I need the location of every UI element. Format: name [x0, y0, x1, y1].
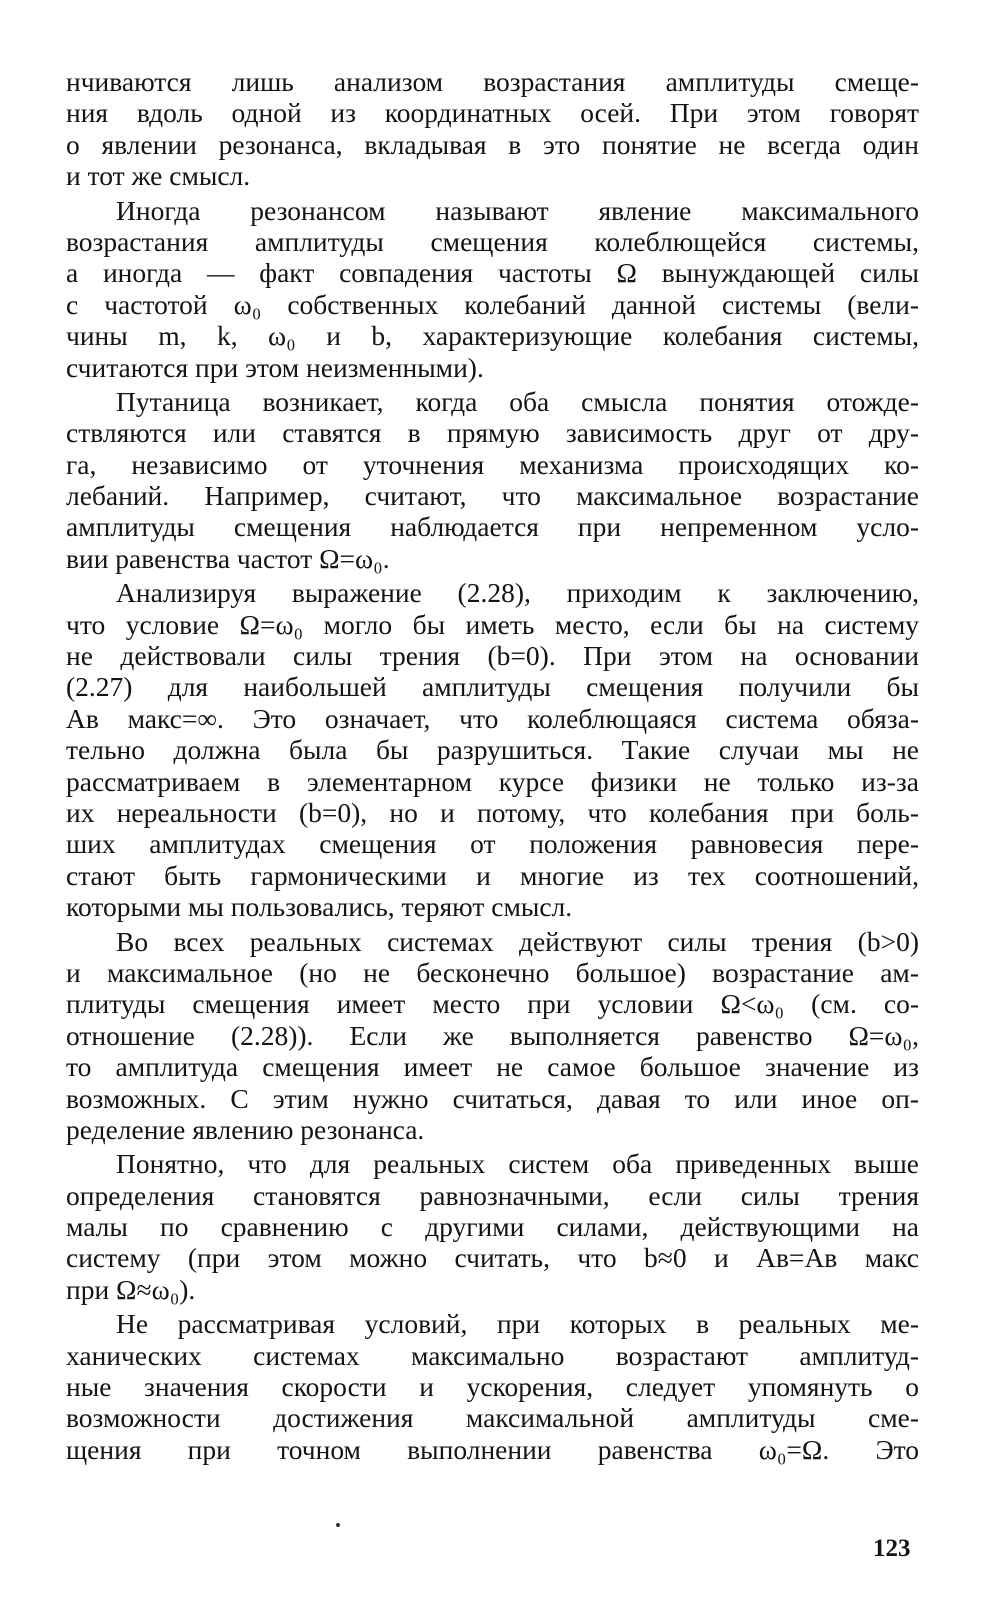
text-line: га, независимо от уточнения механизма происходящих ко- — [66, 448, 919, 480]
text-line: рассматриваем в элементарном курсе физики не только из-за — [66, 765, 919, 797]
text-line: Aв макс=∞. Это означает, что колеблющаяся система обяза- — [66, 702, 919, 734]
text-line: возможности достижения максимальной амплитуды сме- — [66, 1402, 919, 1434]
text-line: а иногда — факт совпадения частоты Ω вынуждающей силы — [66, 257, 919, 289]
page-number: 123 — [873, 1535, 911, 1562]
text-line: возможных. С этим нужно считаться, давая то или иное оп- — [66, 1082, 919, 1114]
text-line: нчиваются лишь анализом возрастания амплитуды смеще- — [66, 66, 919, 97]
text-line: что условие Ω=ω₀ могло бы иметь место, если бы на систему — [66, 608, 919, 640]
text-line: Путаница возникает, когда оба смысла понятия отожде- — [116, 385, 919, 417]
text-line: Понятно, что для реальных систем оба приведенных выше — [116, 1148, 919, 1180]
body-text — [66, 66, 919, 1465]
text-line: с частотой ω₀ собственных колебаний данной системы (вели- — [66, 288, 919, 320]
text-line: ределение явлению резонанса. — [66, 1113, 425, 1145]
text-line: ные значения скорости и ускорения, следует упомянуть о — [66, 1371, 919, 1403]
text-line: и максимальное (но не бесконечно большое) возрастание ам- — [66, 956, 919, 988]
text-line: при Ω≈ω₀). — [66, 1273, 196, 1305]
text-line: вии равенства частот Ω=ω₀. — [66, 542, 390, 574]
print-speck — [336, 1523, 340, 1527]
text-line: щения при точном выполнении равенства ω₀=Ω. Это — [66, 1433, 919, 1465]
text-line: лебаний. Например, считают, что максимальное возрастание — [66, 480, 919, 512]
text-line: (2.27) для наибольшей амплитуды смещения получили бы — [66, 671, 919, 703]
text-line: амплитуды смещения наблюдается при непременном усло- — [66, 511, 919, 543]
text-line: плитуды смещения имеет место при условии Ω<ω₀ (см. со- — [66, 988, 919, 1020]
text-line: не действовали силы трения (b=0). При этом на основании — [66, 640, 919, 672]
text-line: и тот же смысл. — [66, 160, 251, 192]
text-line: ствляются или ставятся в прямую зависимость друг от дру- — [66, 417, 919, 449]
text-line: Иногда резонансом называют явление максимального — [116, 194, 919, 226]
text-line: то амплитуда смещения имеет не самое большое значение из — [66, 1051, 919, 1083]
text-line: тельно должна была бы разрушиться. Такие случаи мы не — [66, 734, 919, 766]
text-line: чины m, k, ω₀ и b, характеризующие колебания системы, — [66, 320, 919, 352]
text-line: отношение (2.28)). Если же выполняется равенство Ω=ω₀, — [66, 1019, 919, 1051]
text-line: считаются при этом неизменными). — [66, 351, 484, 383]
text-line: возрастания амплитуды смещения колеблющейся системы, — [66, 225, 919, 257]
text-line: Не рассматривая условий, при которых в реальных ме- — [116, 1308, 919, 1340]
text-line: о явлении резонанса, вкладывая в это понятие не всегда один — [66, 128, 919, 160]
text-line: ния вдоль одной из координатных осей. При этом говорят — [66, 97, 919, 129]
text-line: которыми мы пользовались, теряют смысл. — [66, 891, 573, 923]
text-line: ханических системах максимально возрастают амплитуд- — [66, 1339, 919, 1371]
text-line: определения становятся равнозначными, если силы трения — [66, 1179, 919, 1211]
text-line: стают быть гармоническими и многие из тех соотношений, — [66, 859, 919, 891]
text-line: Анализируя выражение (2.28), приходим к заключению, — [116, 577, 919, 609]
text-line: малы по сравнению с другими силами, действующими на — [66, 1211, 919, 1243]
text-line: Во всех реальных системах действуют силы трения (b>0) — [116, 925, 919, 957]
text-line: их нереальности (b=0), но и потому, что колебания при боль- — [66, 796, 919, 828]
text-line: ших амплитудах смещения от положения равновесия пере- — [66, 828, 919, 860]
text-line: систему (при этом можно считать, что b≈0 и Aв=Aв макс — [66, 1242, 919, 1274]
